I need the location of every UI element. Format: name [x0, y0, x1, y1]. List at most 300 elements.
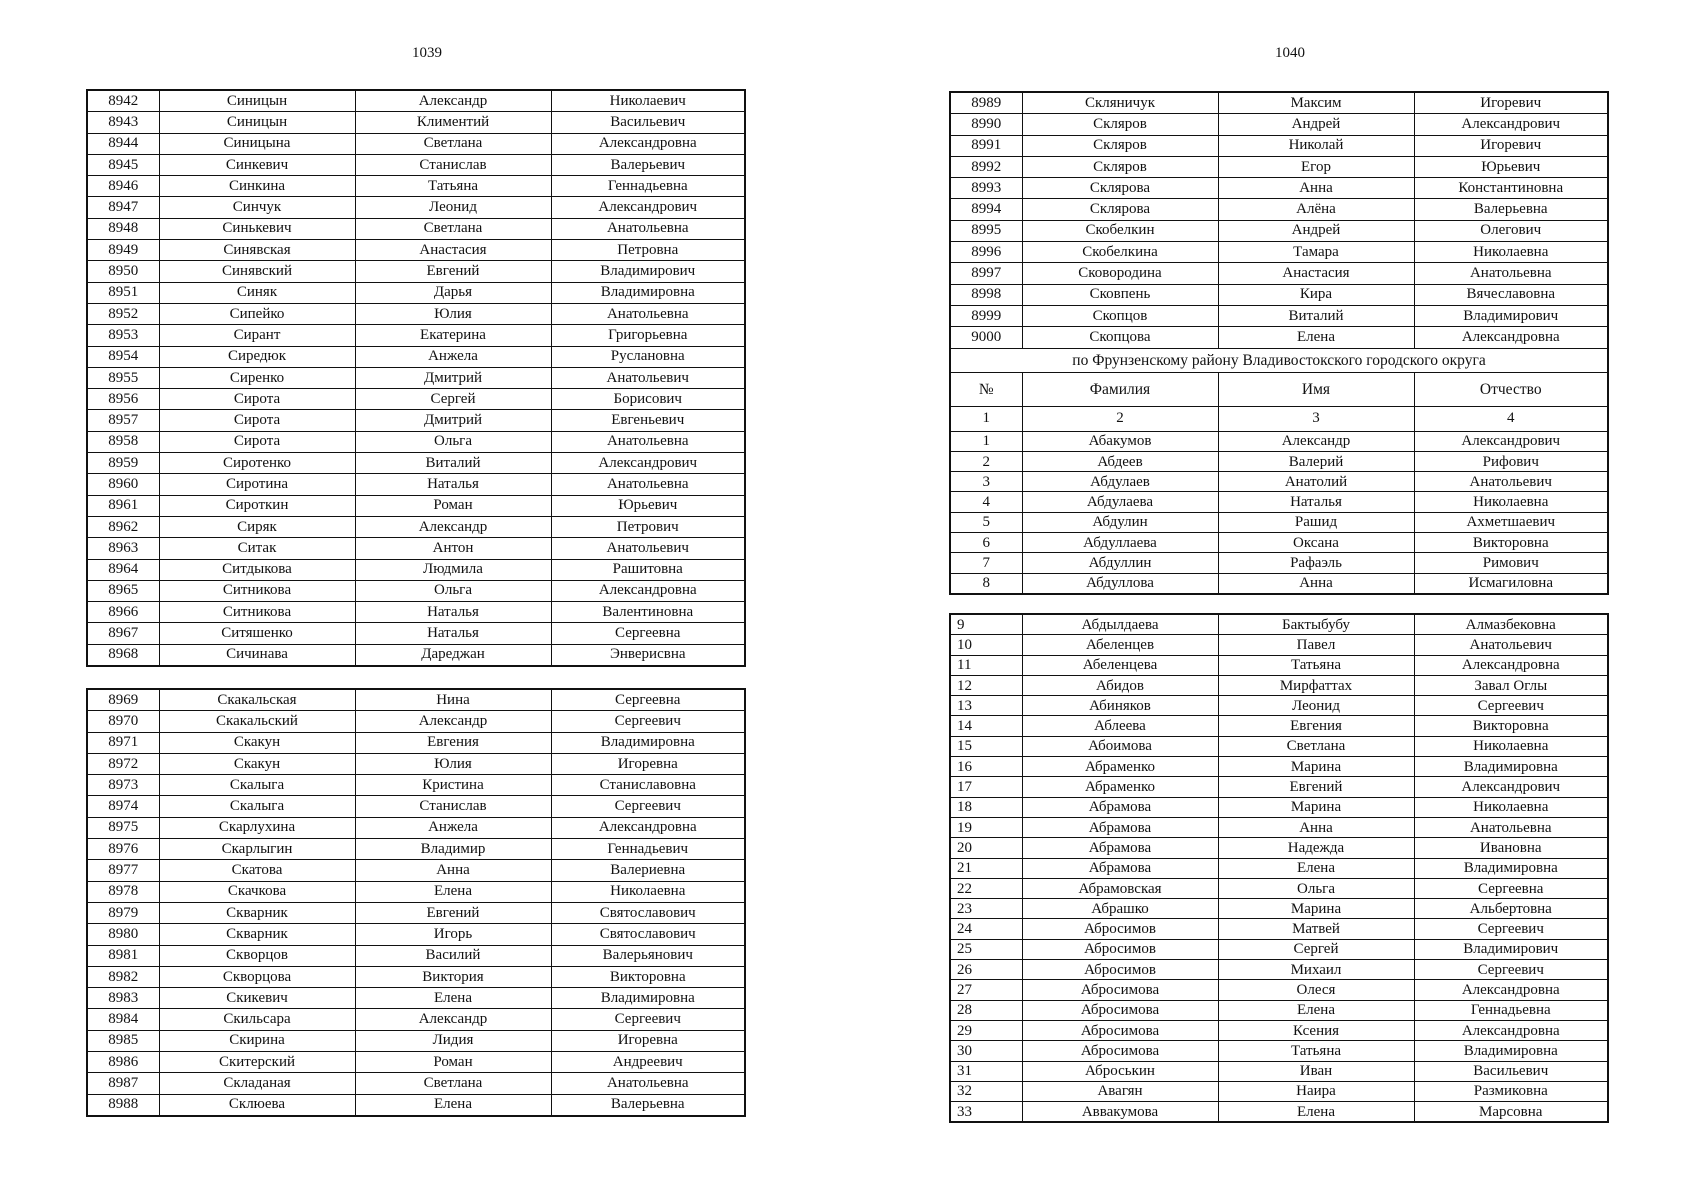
row-number: 8985 — [87, 1030, 159, 1051]
surname-cell: Склярова — [1022, 199, 1218, 220]
table-row — [950, 305, 1608, 326]
surname-cell: Абрамова — [1022, 838, 1218, 858]
patronymic-cell: Альбертовна — [1414, 899, 1608, 919]
table-row — [87, 346, 745, 367]
table-row — [950, 472, 1608, 492]
first-name-cell: Наталья — [355, 602, 551, 623]
surname-cell: Скакун — [159, 753, 355, 774]
row-number: 24 — [950, 919, 1022, 939]
surname-cell: Абрамова — [1022, 817, 1218, 837]
row-number: 17 — [950, 777, 1022, 797]
row-number: 8959 — [87, 453, 159, 474]
first-name-cell: Дареджан — [355, 644, 551, 666]
row-number: 8987 — [87, 1073, 159, 1094]
row-number: 8960 — [87, 474, 159, 495]
table-row — [87, 817, 745, 838]
first-name-cell: Андрей — [1218, 220, 1414, 241]
patronymic-cell: Васильевич — [551, 112, 745, 133]
first-name-cell: Иван — [1218, 1061, 1414, 1081]
surname-cell: Ситяшенко — [159, 623, 355, 644]
row-number: 25 — [950, 939, 1022, 959]
patronymic-cell: Сергеевич — [1414, 696, 1608, 716]
table-row — [950, 553, 1608, 573]
patronymic-cell: Владимировна — [1414, 757, 1608, 777]
header-surname: Фамилия — [1022, 372, 1218, 406]
row-number: 8954 — [87, 346, 159, 367]
first-name-cell: Егор — [1218, 156, 1414, 177]
row-number: 22 — [950, 878, 1022, 898]
patronymic-cell: Анатольевна — [1414, 263, 1608, 284]
table-row — [950, 1102, 1608, 1123]
first-name-cell: Анжела — [355, 346, 551, 367]
table-row — [950, 736, 1608, 756]
surname-cell: Абдулаева — [1022, 492, 1218, 512]
registry-table-left-top — [86, 89, 746, 667]
surname-cell: Скитерский — [159, 1052, 355, 1073]
row-number: 5 — [950, 512, 1022, 532]
patronymic-cell: Анатольевна — [551, 218, 745, 239]
patronymic-cell: Сергеевна — [551, 689, 745, 711]
row-number: 9000 — [950, 327, 1022, 348]
patronymic-cell: Анатольевна — [551, 303, 745, 324]
surname-cell: Скарлухина — [159, 817, 355, 838]
row-number: 8969 — [87, 689, 159, 711]
first-name-cell: Елена — [1218, 327, 1414, 348]
patronymic-cell: Руслановна — [551, 346, 745, 367]
surname-cell: Синькевич — [159, 218, 355, 239]
patronymic-cell: Сергеевич — [551, 1009, 745, 1030]
first-name-cell: Елена — [1218, 1102, 1414, 1123]
table-row — [87, 1094, 745, 1116]
row-number: 8944 — [87, 133, 159, 154]
patronymic-cell: Николаевна — [1414, 797, 1608, 817]
patronymic-cell: Геннадьевич — [551, 839, 745, 860]
patronymic-cell: Сергеевич — [1414, 960, 1608, 980]
surname-cell: Ситникова — [159, 602, 355, 623]
patronymic-cell: Владимирович — [1414, 305, 1608, 326]
first-name-cell: Леонид — [1218, 696, 1414, 716]
first-name-cell: Кристина — [355, 775, 551, 796]
table-row — [87, 325, 745, 346]
patronymic-cell: Рифович — [1414, 451, 1608, 471]
first-name-cell: Сергей — [355, 389, 551, 410]
surname-cell: Абраменко — [1022, 757, 1218, 777]
row-number: 8945 — [87, 154, 159, 175]
table-row — [87, 261, 745, 282]
table-row — [87, 988, 745, 1009]
first-name-cell: Елена — [355, 988, 551, 1009]
row-number: 8981 — [87, 945, 159, 966]
table-row — [87, 881, 745, 902]
patronymic-cell: Владимирович — [551, 261, 745, 282]
patronymic-cell: Николаевна — [1414, 242, 1608, 263]
patronymic-cell: Николаевна — [1414, 736, 1608, 756]
first-name-cell: Мирфаттах — [1218, 675, 1414, 695]
first-name-cell: Дарья — [355, 282, 551, 303]
first-name-cell: Владимир — [355, 839, 551, 860]
first-name-cell: Евгений — [355, 261, 551, 282]
patronymic-cell: Николаевна — [1414, 492, 1608, 512]
surname-cell: Скляров — [1022, 135, 1218, 156]
surname-cell: Скачкова — [159, 881, 355, 902]
first-name-cell: Антон — [355, 538, 551, 559]
first-name-cell: Людмила — [355, 559, 551, 580]
patronymic-cell: Петрович — [551, 516, 745, 537]
patronymic-cell: Геннадьевна — [551, 176, 745, 197]
row-number: 8993 — [950, 178, 1022, 199]
first-name-cell: Татьяна — [1218, 1041, 1414, 1061]
column-index-row — [950, 406, 1608, 431]
first-name-cell: Наира — [1218, 1081, 1414, 1101]
surname-cell: Скильсара — [159, 1009, 355, 1030]
patronymic-cell: Владимировна — [1414, 1041, 1608, 1061]
surname-cell: Синявский — [159, 261, 355, 282]
first-name-cell: Наталья — [355, 623, 551, 644]
first-name-cell: Надежда — [1218, 838, 1414, 858]
row-number: 27 — [950, 980, 1022, 1000]
row-number: 32 — [950, 1081, 1022, 1101]
patronymic-cell: Валентиновна — [551, 602, 745, 623]
surname-cell: Синицына — [159, 133, 355, 154]
first-name-cell: Лидия — [355, 1030, 551, 1051]
row-number: 14 — [950, 716, 1022, 736]
table-row — [950, 1000, 1608, 1020]
patronymic-cell: Валерьянович — [551, 945, 745, 966]
first-name-cell: Роман — [355, 495, 551, 516]
first-name-cell: Кира — [1218, 284, 1414, 305]
table-row — [87, 538, 745, 559]
surname-cell: Абросимов — [1022, 960, 1218, 980]
patronymic-cell: Сергеевна — [551, 623, 745, 644]
patronymic-cell: Олегович — [1414, 220, 1608, 241]
surname-cell: Скарлыгин — [159, 839, 355, 860]
patronymic-cell: Александровна — [1414, 980, 1608, 1000]
surname-cell: Сковпень — [1022, 284, 1218, 305]
column-index: 4 — [1414, 406, 1608, 431]
row-number: 1 — [950, 431, 1022, 451]
surname-cell: Сирота — [159, 410, 355, 431]
table-row — [87, 711, 745, 732]
surname-cell: Сиротенко — [159, 453, 355, 474]
patronymic-cell: Александрович — [1414, 777, 1608, 797]
row-number: 8963 — [87, 538, 159, 559]
surname-cell: Скобелкина — [1022, 242, 1218, 263]
first-name-cell: Ольга — [355, 431, 551, 452]
row-number: 3 — [950, 472, 1022, 492]
patronymic-cell: Александровна — [1414, 1020, 1608, 1040]
row-number: 8962 — [87, 516, 159, 537]
row-number: 8953 — [87, 325, 159, 346]
patronymic-cell: Юрьевич — [551, 495, 745, 516]
column-index: 3 — [1218, 406, 1414, 431]
row-number: 8992 — [950, 156, 1022, 177]
first-name-cell: Оксана — [1218, 533, 1414, 553]
patronymic-cell: Владимирович — [1414, 939, 1608, 959]
surname-cell: Сиредюк — [159, 346, 355, 367]
first-name-cell: Ольга — [1218, 878, 1414, 898]
table-row — [950, 492, 1608, 512]
patronymic-cell: Анатольевна — [1414, 817, 1608, 837]
table-row — [87, 775, 745, 796]
table-row — [87, 453, 745, 474]
patronymic-cell: Валерьевич — [551, 154, 745, 175]
row-number: 8942 — [87, 90, 159, 112]
row-number: 8991 — [950, 135, 1022, 156]
table-row — [87, 410, 745, 431]
patronymic-cell: Владимировна — [551, 988, 745, 1009]
table-row — [950, 858, 1608, 878]
first-name-cell: Евгения — [1218, 716, 1414, 736]
first-name-cell: Евгений — [1218, 777, 1414, 797]
surname-cell: Абиняков — [1022, 696, 1218, 716]
header-patronymic: Отчество — [1414, 372, 1608, 406]
surname-cell: Скляничук — [1022, 92, 1218, 114]
patronymic-cell: Анатольевич — [551, 367, 745, 388]
table-row — [87, 966, 745, 987]
surname-cell: Скварник — [159, 924, 355, 945]
patronymic-cell: Александрович — [1414, 114, 1608, 135]
table-row — [87, 1009, 745, 1030]
surname-cell: Скалыга — [159, 775, 355, 796]
patronymic-cell: Евгеньевич — [551, 410, 745, 431]
patronymic-cell: Александрович — [551, 197, 745, 218]
table-row — [950, 451, 1608, 471]
first-name-cell: Александр — [355, 1009, 551, 1030]
row-number: 23 — [950, 899, 1022, 919]
row-number: 26 — [950, 960, 1022, 980]
surname-cell: Сиротина — [159, 474, 355, 495]
table-row — [950, 1020, 1608, 1040]
row-number: 8972 — [87, 753, 159, 774]
table-row — [87, 133, 745, 154]
table-row — [87, 389, 745, 410]
surname-cell: Абросимова — [1022, 1020, 1218, 1040]
surname-cell: Абидов — [1022, 675, 1218, 695]
first-name-cell: Валерий — [1218, 451, 1414, 471]
surname-cell: Абакумов — [1022, 431, 1218, 451]
row-number: 8947 — [87, 197, 159, 218]
patronymic-cell: Владимировна — [551, 732, 745, 753]
surname-cell: Ситдыкова — [159, 559, 355, 580]
row-number: 8964 — [87, 559, 159, 580]
surname-cell: Синявская — [159, 240, 355, 261]
row-number: 15 — [950, 736, 1022, 756]
surname-cell: Склюева — [159, 1094, 355, 1116]
first-name-cell: Евгения — [355, 732, 551, 753]
row-number: 7 — [950, 553, 1022, 573]
first-name-cell: Марина — [1218, 797, 1414, 817]
table-row — [950, 284, 1608, 305]
table-row — [950, 178, 1608, 199]
header-name: Имя — [1218, 372, 1414, 406]
patronymic-cell: Анатольевич — [551, 538, 745, 559]
first-name-cell: Юлия — [355, 303, 551, 324]
patronymic-cell: Борисович — [551, 389, 745, 410]
surname-cell: Абросимова — [1022, 980, 1218, 1000]
row-number: 8955 — [87, 367, 159, 388]
surname-cell: Скляров — [1022, 114, 1218, 135]
row-number: 8956 — [87, 389, 159, 410]
first-name-cell: Анжела — [355, 817, 551, 838]
table-row — [950, 878, 1608, 898]
table-row — [87, 303, 745, 324]
page-number-right: 1040 — [1275, 45, 1305, 61]
patronymic-cell: Юрьевич — [1414, 156, 1608, 177]
surname-cell: Абдуллаева — [1022, 533, 1218, 553]
first-name-cell: Ксения — [1218, 1020, 1414, 1040]
surname-cell: Скатова — [159, 860, 355, 881]
row-number: 8961 — [87, 495, 159, 516]
table-row — [87, 1052, 745, 1073]
surname-cell: Абросимов — [1022, 919, 1218, 939]
first-name-cell: Климентий — [355, 112, 551, 133]
table-row — [950, 919, 1608, 939]
surname-cell: Скворцова — [159, 966, 355, 987]
patronymic-cell: Энверисвна — [551, 644, 745, 666]
first-name-cell: Евгений — [355, 902, 551, 923]
patronymic-cell: Николаевна — [551, 881, 745, 902]
first-name-cell: Анна — [355, 860, 551, 881]
patronymic-cell: Алмазбековна — [1414, 614, 1608, 635]
table-row — [87, 580, 745, 601]
table-row — [87, 240, 745, 261]
patronymic-cell: Викторовна — [1414, 716, 1608, 736]
table-row — [950, 1081, 1608, 1101]
row-number: 8983 — [87, 988, 159, 1009]
row-number: 8996 — [950, 242, 1022, 263]
surname-cell: Сипейко — [159, 303, 355, 324]
row-number: 4 — [950, 492, 1022, 512]
table-row — [950, 242, 1608, 263]
row-number: 8952 — [87, 303, 159, 324]
row-number: 8971 — [87, 732, 159, 753]
first-name-cell: Екатерина — [355, 325, 551, 346]
surname-cell: Сичинава — [159, 644, 355, 666]
row-number: 8976 — [87, 839, 159, 860]
patronymic-cell: Анатольевна — [551, 431, 745, 452]
patronymic-cell: Владимировна — [1414, 858, 1608, 878]
surname-cell: Скалыга — [159, 796, 355, 817]
first-name-cell: Алёна — [1218, 199, 1414, 220]
first-name-cell: Тамара — [1218, 242, 1414, 263]
table-row — [87, 90, 745, 112]
patronymic-cell: Святославович — [551, 924, 745, 945]
first-name-cell: Матвей — [1218, 919, 1414, 939]
first-name-cell: Анатолий — [1218, 472, 1414, 492]
table-row — [950, 512, 1608, 532]
patronymic-cell: Викторовна — [551, 966, 745, 987]
patronymic-cell: Игоревна — [551, 1030, 745, 1051]
table-row — [87, 796, 745, 817]
patronymic-cell: Марсовна — [1414, 1102, 1608, 1123]
table-row — [87, 924, 745, 945]
patronymic-cell: Николаевич — [551, 90, 745, 112]
table-row — [87, 732, 745, 753]
header-row — [950, 372, 1608, 406]
surname-cell: Абросимов — [1022, 939, 1218, 959]
patronymic-cell: Анатольевич — [1414, 635, 1608, 655]
surname-cell: Абрамова — [1022, 797, 1218, 817]
first-name-cell: Анна — [1218, 178, 1414, 199]
surname-cell: Скакун — [159, 732, 355, 753]
row-number: 8978 — [87, 881, 159, 902]
row-number: 9 — [950, 614, 1022, 635]
surname-cell: Абоимова — [1022, 736, 1218, 756]
first-name-cell: Марина — [1218, 899, 1414, 919]
column-index: 2 — [1022, 406, 1218, 431]
first-name-cell: Татьяна — [355, 176, 551, 197]
first-name-cell: Светлана — [355, 218, 551, 239]
patronymic-cell: Петровна — [551, 240, 745, 261]
surname-cell: Абрашко — [1022, 899, 1218, 919]
patronymic-cell: Игоревич — [1414, 135, 1608, 156]
row-number: 8977 — [87, 860, 159, 881]
patronymic-cell: Викторовна — [1414, 533, 1608, 553]
patronymic-cell: Завал Оглы — [1414, 675, 1608, 695]
surname-cell: Синицын — [159, 112, 355, 133]
row-number: 8943 — [87, 112, 159, 133]
first-name-cell: Светлана — [1218, 736, 1414, 756]
table-row — [950, 960, 1608, 980]
first-name-cell: Игорь — [355, 924, 551, 945]
table-row — [950, 135, 1608, 156]
first-name-cell: Марина — [1218, 757, 1414, 777]
table-row — [950, 635, 1608, 655]
surname-cell: Скляров — [1022, 156, 1218, 177]
patronymic-cell: Сергеевич — [551, 711, 745, 732]
table-row — [950, 939, 1608, 959]
patronymic-cell: Анатольевич — [1414, 472, 1608, 492]
row-number: 6 — [950, 533, 1022, 553]
patronymic-cell: Вячеславовна — [1414, 284, 1608, 305]
patronymic-cell: Александровна — [1414, 655, 1608, 675]
table-row — [950, 655, 1608, 675]
table-row — [87, 1030, 745, 1051]
surname-cell: Скобелкин — [1022, 220, 1218, 241]
table-row — [87, 860, 745, 881]
table-row — [87, 1073, 745, 1094]
first-name-cell: Рафаэль — [1218, 553, 1414, 573]
surname-cell: Ситникова — [159, 580, 355, 601]
first-name-cell: Нина — [355, 689, 551, 711]
surname-cell: Сироткин — [159, 495, 355, 516]
patronymic-cell: Владимировна — [551, 282, 745, 303]
first-name-cell: Анна — [1218, 573, 1414, 594]
surname-cell: Склярова — [1022, 178, 1218, 199]
surname-cell: Ситак — [159, 538, 355, 559]
patronymic-cell: Сергеевич — [1414, 919, 1608, 939]
first-name-cell: Наталья — [355, 474, 551, 495]
patronymic-cell: Васильевич — [1414, 1061, 1608, 1081]
row-number: 8988 — [87, 1094, 159, 1116]
first-name-cell: Елена — [355, 1094, 551, 1116]
row-number: 8968 — [87, 644, 159, 666]
row-number: 8957 — [87, 410, 159, 431]
table-row — [950, 114, 1608, 135]
first-name-cell: Максим — [1218, 92, 1414, 114]
row-number: 8982 — [87, 966, 159, 987]
table-row — [950, 1041, 1608, 1061]
patronymic-cell: Константиновна — [1414, 178, 1608, 199]
row-number: 8967 — [87, 623, 159, 644]
row-number: 30 — [950, 1041, 1022, 1061]
row-number: 8994 — [950, 199, 1022, 220]
surname-cell: Сирант — [159, 325, 355, 346]
table-row — [950, 980, 1608, 1000]
table-row — [87, 902, 745, 923]
first-name-cell: Леонид — [355, 197, 551, 218]
first-name-cell: Александр — [355, 711, 551, 732]
